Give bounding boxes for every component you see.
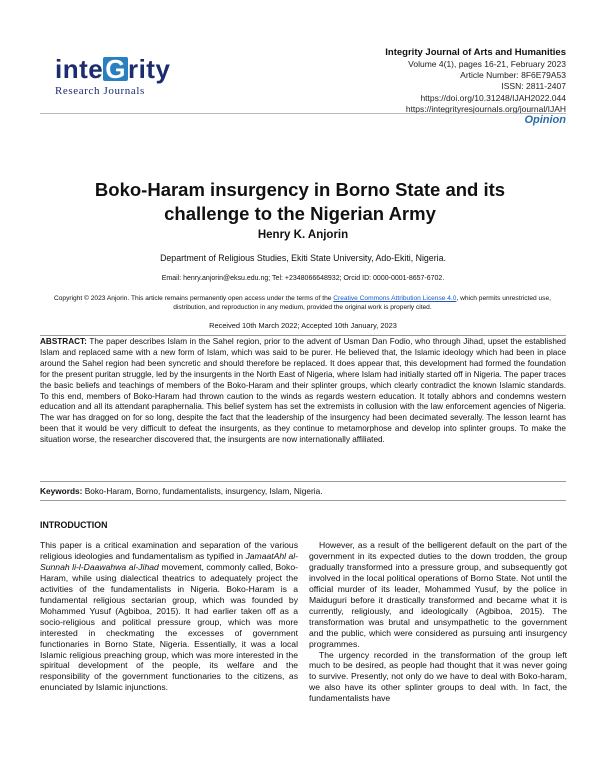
body-column-left bbox=[40, 540, 298, 693]
journal-info bbox=[316, 46, 566, 115]
license-link[interactable]: Creative Commons Attribution License 4.0 bbox=[333, 295, 457, 302]
journal-url[interactable]: https://integrityresjournals.org/journal/IJAH bbox=[405, 103, 566, 114]
article-title: Boko-Haram insurgency in Borno State and its challenge to the Nigerian Army bbox=[94, 179, 506, 224]
paragraph: The urgency recorded in the transformation of the group left much to be desired, as people had thought that it was never going to survive. Presently, not only do we have to deal with Boko-haram, we also have its other splinter groups to deal with. In fact, the fundamentalists have bbox=[309, 649, 567, 704]
article-category: Opinion bbox=[524, 114, 566, 126]
keywords-label: Keywords: bbox=[40, 486, 83, 496]
abstract bbox=[40, 337, 566, 446]
abstract-text: The paper describes Islam in the Sahel region, prior to the advent of Usman Dan Fodio, who through Jihad, upset the established Islam and replaced same with a new form of Islam, which was said to be purer. He believed that, the Islamic ideology which had been in place around the Sahel region had been syncretic and should therefore be replaced. It does appear that, this development had formed the foundation for the present puritan struggle, led by the insurgents in the North East of Nigeria, where Islam had initially started off in Nigeria. The paper traces the basic beliefs and teachings of members of the Boko-Haram and their splinter groups, which clearly contradict the known Islamic standards. To this end, members of Boko-Haram had thrown caution to the winds as regards western education. It totally abhors and condemns western education and all its attendant paraphernalia. This belief system has set the extremists in collusion with the law enforcement agencies of Nigeria. The war has dragged on for so long, despite the fact that the leadership of the insurgency had been decimated severally. The lesson learnt has been that it would be very difficult to defeat the insurgents, as they continue to metamorphose and develop into splinter groups. To make the situation worse, the researcher discovered that, the insurgents are now internationally affiliated. bbox=[40, 337, 566, 445]
journal-logo bbox=[55, 56, 180, 97]
section-heading-introduction: INTRODUCTION bbox=[40, 520, 108, 530]
author-contact: Email: henry.anjorin@eksu.edu.ng; Tel: +2348066648932; Orcid ID: 0000-0001-8657-6702. bbox=[161, 275, 445, 282]
paragraph: This paper is a critical examination and separation of the various religious ideologies and fundamentalism as typified in JamaatAhl al-Sunnah li-l-Daawahwa al-Jihad movement, commonly called, Boko-Haram, while using dialectical theatrics to adequately project the activities of the fundamentalists in Nigeria. Boko-Haram is a fundamental religious sectarian group, which was founded by Mohammed Yusuf (Agbiboa, 2015). It had earlier taken off as a socio-religious and political pressure group, which was more interested in checkmating the excesses of government functionaries in Borno State, Nigeria. Essentially, it was a local Islamic religious preaching group, which was more interested in the spiritual development of the people, its welfare and the responsibility of the government functionaries to the citizens, as enunciated by Islamic injunctions. bbox=[40, 540, 298, 693]
keywords bbox=[40, 486, 566, 496]
abstract-label: ABSTRACT: bbox=[40, 337, 87, 346]
keywords-text: Boko-Haram, Borno, fundamentalists, insurgency, Islam, Nigeria. bbox=[82, 486, 323, 496]
abstract-top-rule bbox=[40, 335, 566, 336]
abstract-bottom-rule bbox=[40, 481, 566, 482]
author-affiliation: Department of Religious Studies, Ekiti State University, Ado-Ekiti, Nigeria. bbox=[160, 253, 446, 263]
article-number: Article Number: 8F6E79A53 bbox=[460, 70, 566, 81]
doi-link[interactable]: https://doi.org/10.31248/IJAH2022.044 bbox=[420, 92, 566, 103]
logo-wordmark: inteGrity bbox=[55, 54, 171, 84]
journal-name: Integrity Journal of Arts and Humanities bbox=[385, 47, 566, 58]
header-rule bbox=[40, 113, 566, 114]
journal-volume: Volume 4(1), pages 16-21, February 2023 bbox=[408, 59, 566, 69]
author-name: Henry K. Anjorin bbox=[257, 229, 349, 241]
paragraph: However, as a result of the belligerent default on the part of the government in its expected duties to the down trodden, the group gradually transformed into a pressure group, and subsequently got involved in the local political operations of Borno State. Not until the official murder of its leader, Mohammed Yusuf, by the police in Maiduguri before it drastically transformed and became what it is currently, religiously, and ideologically (Agbiboa, 2015). The transformation was brutal and unsympathetic to the government and the public, which were considered as pursuing anti insurgency programmes. bbox=[309, 540, 567, 649]
movement-name: JamaatAhl al-Sunnah li-l-Daawahwa al-Jihad bbox=[40, 550, 298, 572]
body-column-right bbox=[309, 540, 567, 704]
keywords-bottom-rule bbox=[40, 500, 566, 501]
issn: ISSN: 2811-2407 bbox=[501, 81, 566, 92]
received-dates: Received 10th March 2022; Accepted 10th January, 2023 bbox=[209, 321, 397, 330]
logo-g-mark: G bbox=[105, 54, 126, 84]
copyright-notice: Copyright © 2023 Anjorin. This article remains permanently open access under the terms of the Creative Commons Attribution License 4.0, which permits unrestricted use, distribution, and reproduction in any medium, provided the original work is properly cited. bbox=[54, 295, 551, 311]
logo-subtitle: Research Journals bbox=[55, 85, 145, 97]
